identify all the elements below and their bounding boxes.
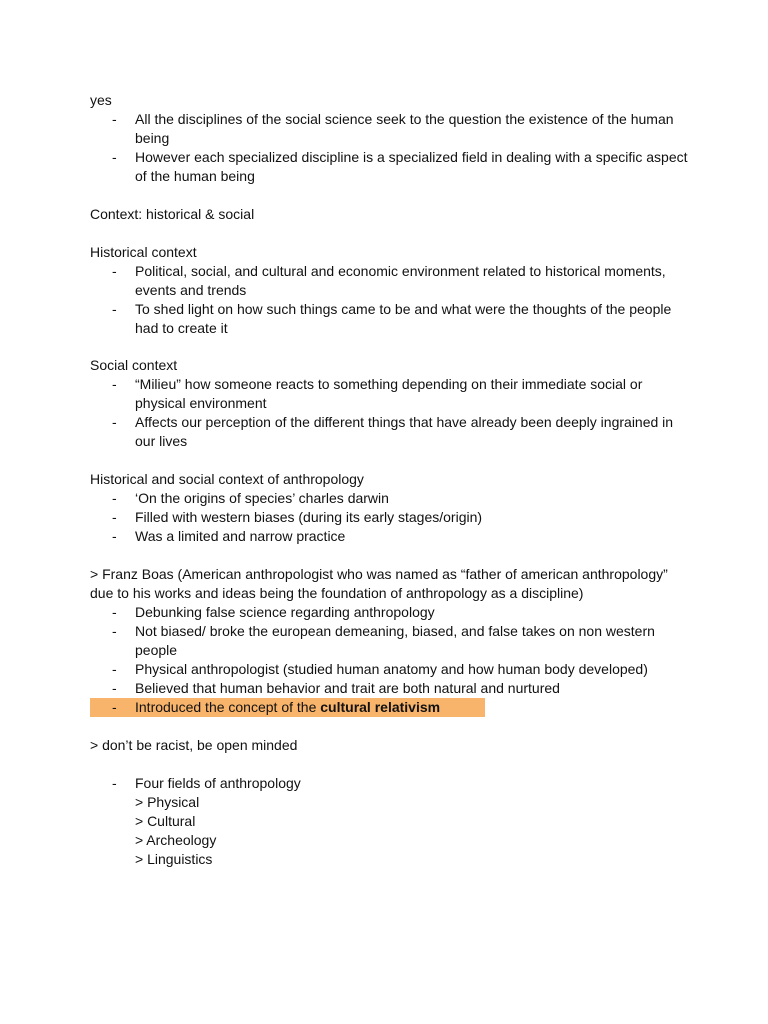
list-item-text: Physical anthropologist (studied human anatomy and how human body developed) bbox=[135, 660, 648, 677]
list-item bbox=[90, 375, 690, 413]
spacer bbox=[90, 451, 690, 470]
spacer bbox=[90, 717, 690, 736]
dash-bullet: - bbox=[112, 603, 117, 620]
spacer bbox=[90, 224, 690, 243]
list-item bbox=[90, 527, 690, 546]
document-body bbox=[90, 91, 690, 869]
social-context-heading: Social context bbox=[90, 357, 178, 374]
list-item bbox=[90, 148, 690, 186]
highlighted-list-item bbox=[90, 698, 485, 717]
list-item bbox=[90, 262, 690, 300]
historical-context-heading: Historical context bbox=[90, 243, 197, 260]
spacer bbox=[90, 546, 690, 565]
dash-bullet: - bbox=[112, 300, 117, 317]
list-item-text: Affects our perception of the different things that have already been deeply ingrained in our lives bbox=[135, 414, 674, 450]
list-item-text: Believed that human behavior and trait are both natural and nurtured bbox=[135, 679, 560, 696]
dash-bullet: - bbox=[112, 774, 117, 791]
list-item-text: “Milieu” how someone reacts to something depending on their immediate social or physical environment bbox=[135, 376, 643, 412]
list-item-text: However each specialized discipline is a specialized field in dealing with a specific aspect of the human being bbox=[135, 149, 688, 184]
dash-bullet: - bbox=[112, 622, 117, 639]
field-item: > Archeology bbox=[135, 831, 217, 848]
dash-bullet: - bbox=[112, 262, 117, 279]
list-item-text: Filled with western biases (during its early stages/origin) bbox=[135, 509, 483, 526]
list-item bbox=[90, 489, 690, 508]
list-item bbox=[90, 679, 690, 698]
list-item bbox=[90, 413, 690, 451]
list-item-text: ‘On the origins of species’ charles darwin bbox=[135, 490, 389, 507]
dash-bullet: - bbox=[112, 660, 117, 677]
field-item: > Cultural bbox=[135, 812, 196, 829]
dash-bullet: - bbox=[112, 528, 117, 545]
anthropology-context-heading: Historical and social context of anthropology bbox=[90, 471, 364, 488]
dash-bullet: - bbox=[112, 679, 117, 696]
bold-term: cultural relativism bbox=[320, 698, 441, 715]
dash-bullet: - bbox=[112, 490, 117, 507]
list-item bbox=[90, 774, 690, 793]
highlight-prefix: Introduced the concept of the bbox=[135, 698, 321, 715]
spacer bbox=[90, 755, 690, 774]
dash-bullet: - bbox=[112, 149, 117, 165]
list-item bbox=[90, 603, 690, 622]
list-item bbox=[90, 622, 690, 660]
dash-bullet: - bbox=[112, 376, 117, 393]
list-item-text: Four fields of anthropology bbox=[135, 774, 301, 791]
yes-line: yes bbox=[90, 92, 112, 108]
dash-bullet: - bbox=[112, 111, 117, 127]
dash-bullet: - bbox=[112, 509, 117, 526]
spacer bbox=[90, 186, 690, 205]
list-item-text: Not biased/ broke the european demeaning, biased, and false takes on non western people bbox=[135, 622, 655, 658]
dash-bullet: - bbox=[112, 698, 117, 715]
context-line: Context: historical & social bbox=[90, 205, 255, 222]
list-item-text bbox=[135, 699, 440, 715]
list-item-text: To shed light on how such things came to be and what were the thoughts of the people had to create it bbox=[135, 300, 672, 336]
list-item-text: Debunking false science regarding anthropology bbox=[135, 603, 435, 620]
dash-bullet: - bbox=[112, 414, 117, 431]
spacer bbox=[90, 338, 690, 357]
list-item-text: Was a limited and narrow practice bbox=[135, 528, 346, 545]
list-item-text: All the disciplines of the social science seek to the question the existence of the human being bbox=[135, 111, 674, 146]
field-item: > Physical bbox=[135, 793, 200, 810]
list-item bbox=[90, 300, 690, 338]
list-item bbox=[90, 110, 690, 148]
list-item-text: Political, social, and cultural and economic environment related to historical moments, events and trends bbox=[135, 262, 666, 298]
franz-boas-paragraph: > Franz Boas (American anthropologist who was named as “father of american anthropology” due to his works and ideas being the foundation of anthropology as a discipline) bbox=[90, 565, 668, 601]
field-item: > Linguistics bbox=[135, 850, 213, 867]
list-item bbox=[90, 508, 690, 527]
list-item bbox=[90, 660, 690, 679]
racist-line: > don’t be racist, be open minded bbox=[90, 736, 298, 753]
